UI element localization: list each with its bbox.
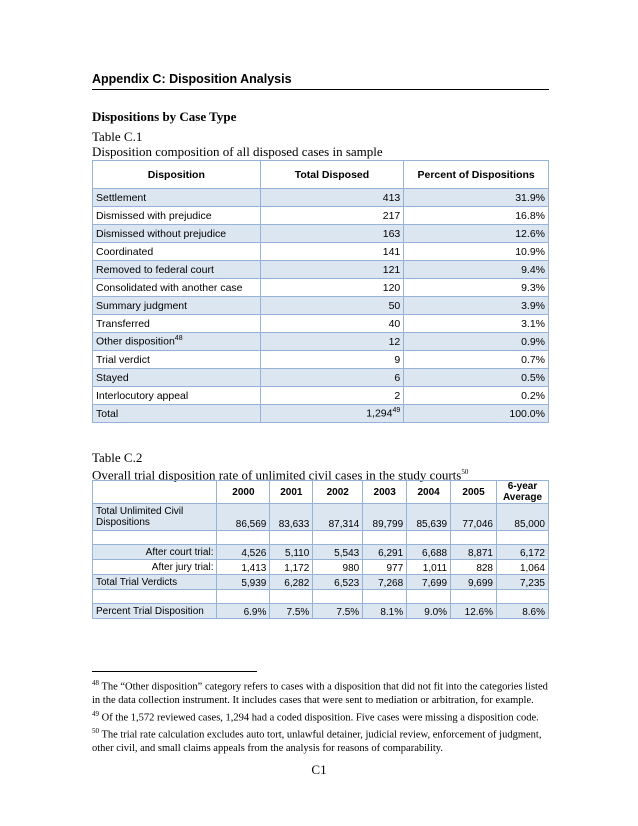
percent-cell: 0.7% bbox=[404, 351, 549, 369]
total-disposed-cell bbox=[260, 297, 404, 315]
value-cell: 977 bbox=[363, 560, 407, 575]
disposition-label: Dismissed with prejudice bbox=[96, 209, 212, 222]
value-cell: 86,569 bbox=[217, 504, 270, 531]
column-header: 2005 bbox=[451, 481, 497, 504]
percent-cell: 9.4% bbox=[404, 261, 549, 279]
value-cell: 7.5% bbox=[270, 604, 313, 619]
total-disposed-cell bbox=[260, 225, 404, 243]
percent-cell: 12.6% bbox=[404, 225, 549, 243]
value-cell: 85,000 bbox=[497, 504, 549, 531]
footnote bbox=[92, 725, 552, 756]
appendix-heading: Appendix C: Disposition Analysis bbox=[92, 72, 549, 90]
value-cell: 85,639 bbox=[407, 504, 451, 531]
value-cell: 1,064 bbox=[497, 560, 549, 575]
total-disposed-value: 1,294 bbox=[366, 407, 393, 420]
table1-label: Table C.1 bbox=[92, 129, 143, 144]
table2-label: Table C.2 bbox=[92, 450, 143, 465]
table-row bbox=[93, 225, 549, 243]
table-row bbox=[93, 405, 549, 423]
value-cell: 980 bbox=[313, 560, 363, 575]
disposition-label: Trial verdict bbox=[96, 353, 150, 366]
disposition-label: Removed to federal court bbox=[96, 263, 214, 276]
table-row bbox=[93, 387, 549, 405]
value-cell: 5,110 bbox=[270, 545, 313, 560]
disposition-cell bbox=[93, 369, 261, 387]
trial-disposition-rate-table bbox=[92, 480, 549, 619]
column-header: 2003 bbox=[363, 481, 407, 504]
total-disposed-value: 121 bbox=[382, 263, 401, 276]
disposition-cell bbox=[93, 333, 261, 351]
value-cell bbox=[451, 531, 497, 545]
total-disposed-value: 141 bbox=[382, 245, 401, 258]
value-cell bbox=[270, 531, 313, 545]
value-cell: 7,268 bbox=[363, 575, 407, 590]
disposition-composition-table bbox=[92, 160, 549, 423]
percent-cell: 16.8% bbox=[404, 207, 549, 225]
table-row bbox=[93, 243, 549, 261]
row-label: After court trial: bbox=[93, 545, 217, 560]
disposition-cell bbox=[93, 405, 261, 423]
total-disposed-cell bbox=[260, 243, 404, 261]
percent-cell: 0.5% bbox=[404, 369, 549, 387]
disposition-label: Coordinated bbox=[96, 245, 154, 258]
row-label bbox=[93, 590, 217, 604]
table2-caption-text: Overall trial disposition rate of unlimited civil cases in the study courts bbox=[92, 467, 462, 483]
footnote-ref: 48 bbox=[174, 335, 183, 343]
value-cell: 6,523 bbox=[313, 575, 363, 590]
value-cell: 7,235 bbox=[497, 575, 549, 590]
value-cell: 828 bbox=[451, 560, 497, 575]
value-cell: 6,688 bbox=[407, 545, 451, 560]
column-header: Percent of Dispositions bbox=[404, 161, 549, 189]
disposition-label: Other disposition bbox=[96, 335, 175, 348]
value-cell: 5,543 bbox=[313, 545, 363, 560]
row-label: Total Unlimited Civil Dispositions bbox=[93, 504, 217, 531]
total-disposed-value: 120 bbox=[382, 281, 401, 294]
value-cell: 1,172 bbox=[270, 560, 313, 575]
total-disposed-cell bbox=[260, 189, 404, 207]
table-row bbox=[93, 575, 549, 590]
total-disposed-value: 217 bbox=[382, 209, 401, 222]
total-disposed-cell bbox=[260, 261, 404, 279]
total-disposed-cell bbox=[260, 333, 404, 351]
value-cell bbox=[451, 590, 497, 604]
footnote bbox=[92, 677, 552, 708]
value-cell bbox=[313, 531, 363, 545]
footnote-ref: 49 bbox=[392, 407, 401, 415]
percent-cell: 3.9% bbox=[404, 297, 549, 315]
column-header: 2000 bbox=[217, 481, 270, 504]
footnote-number: 50 bbox=[92, 726, 99, 735]
row-label bbox=[93, 531, 217, 545]
footnote-number: 48 bbox=[92, 679, 99, 687]
disposition-label: Stayed bbox=[96, 371, 129, 384]
total-disposed-value: 40 bbox=[388, 317, 401, 330]
total-disposed-cell bbox=[260, 351, 404, 369]
value-cell: 12.6% bbox=[451, 604, 497, 619]
column-header bbox=[93, 481, 217, 504]
total-disposed-value: 12 bbox=[388, 335, 401, 348]
disposition-cell bbox=[93, 189, 261, 207]
table-row bbox=[93, 315, 549, 333]
disposition-cell bbox=[93, 297, 261, 315]
value-cell: 8.1% bbox=[363, 604, 407, 619]
value-cell: 1,011 bbox=[407, 560, 451, 575]
percent-cell: 0.9% bbox=[404, 333, 549, 351]
percent-cell: 9.3% bbox=[404, 279, 549, 297]
value-cell: 1,413 bbox=[217, 560, 270, 575]
section-heading: Dispositions by Case Type bbox=[92, 109, 237, 124]
disposition-label: Interlocutory appeal bbox=[96, 389, 189, 402]
table-row bbox=[93, 604, 549, 619]
page-number: C1 bbox=[311, 762, 327, 777]
footnote bbox=[92, 708, 552, 725]
disposition-cell bbox=[93, 261, 261, 279]
column-header: 2001 bbox=[270, 481, 313, 504]
total-disposed-cell bbox=[260, 369, 404, 387]
value-cell: 9.0% bbox=[407, 604, 451, 619]
table-row bbox=[93, 590, 549, 604]
percent-cell: 10.9% bbox=[404, 243, 549, 261]
row-label: Percent Trial Disposition bbox=[93, 604, 217, 619]
footnote-divider bbox=[92, 671, 257, 672]
table-row bbox=[93, 560, 549, 575]
table-row bbox=[93, 207, 549, 225]
table-row bbox=[93, 351, 549, 369]
value-cell: 5,939 bbox=[217, 575, 270, 590]
value-cell bbox=[497, 590, 549, 604]
disposition-cell bbox=[93, 279, 261, 297]
value-cell bbox=[407, 590, 451, 604]
footnote-text: The trial rate calculation excludes auto tort, unlawful detainer, judicial review, enforcement of judgment, other civil, and small claims appeals from the analysis for reasons of comparability. bbox=[92, 729, 542, 754]
disposition-label: Dismissed without prejudice bbox=[96, 227, 227, 240]
table-row bbox=[93, 333, 549, 351]
percent-cell: 31.9% bbox=[404, 189, 549, 207]
value-cell bbox=[497, 531, 549, 545]
value-cell: 6,291 bbox=[363, 545, 407, 560]
value-cell: 8,871 bbox=[451, 545, 497, 560]
table-row bbox=[93, 545, 549, 560]
footnotes bbox=[92, 677, 552, 755]
value-cell bbox=[217, 531, 270, 545]
value-cell: 6,172 bbox=[497, 545, 549, 560]
total-disposed-cell bbox=[260, 315, 404, 333]
value-cell: 87,314 bbox=[313, 504, 363, 531]
disposition-label: Consolidated with another case bbox=[96, 281, 243, 294]
percent-cell: 3.1% bbox=[404, 315, 549, 333]
value-cell bbox=[270, 590, 313, 604]
percent-cell: 0.2% bbox=[404, 387, 549, 405]
value-cell: 9,699 bbox=[451, 575, 497, 590]
disposition-cell bbox=[93, 387, 261, 405]
value-cell: 6.9% bbox=[217, 604, 270, 619]
disposition-cell bbox=[93, 243, 261, 261]
disposition-label: Total bbox=[96, 407, 119, 420]
total-disposed-value: 163 bbox=[382, 227, 401, 240]
footnote-text: Of the 1,572 reviewed cases, 1,294 had a coded disposition. Five cases were missing a disposition code. bbox=[101, 712, 539, 723]
total-disposed-value: 2 bbox=[394, 389, 401, 402]
disposition-cell bbox=[93, 207, 261, 225]
column-header: 6-year Average bbox=[497, 481, 549, 504]
row-label: After jury trial: bbox=[93, 560, 217, 575]
table-row bbox=[93, 369, 549, 387]
total-disposed-value: 50 bbox=[388, 299, 401, 312]
value-cell: 77,046 bbox=[451, 504, 497, 531]
value-cell: 7,699 bbox=[407, 575, 451, 590]
value-cell bbox=[313, 590, 363, 604]
table-row bbox=[93, 279, 549, 297]
disposition-cell bbox=[93, 225, 261, 243]
total-disposed-cell bbox=[260, 387, 404, 405]
disposition-label: Summary judgment bbox=[96, 299, 188, 312]
total-disposed-cell bbox=[260, 207, 404, 225]
value-cell: 8.6% bbox=[497, 604, 549, 619]
disposition-label: Settlement bbox=[96, 191, 147, 204]
footnote-ref: 50 bbox=[461, 468, 469, 476]
total-disposed-value: 9 bbox=[394, 353, 401, 366]
footnote-number: 49 bbox=[92, 709, 99, 718]
row-label: Total Trial Verdicts bbox=[93, 575, 217, 590]
table-row bbox=[93, 504, 549, 531]
footnote-text: The “Other disposition” category refers to cases with a disposition that did not fit into the categories listed in the data collection instrument. It includes cases that were sent to mediation or arbitration, for example. bbox=[92, 681, 548, 706]
table-row bbox=[93, 189, 549, 207]
column-header: 2004 bbox=[407, 481, 451, 504]
value-cell: 89,799 bbox=[363, 504, 407, 531]
disposition-label: Transferred bbox=[96, 317, 150, 330]
total-disposed-value: 6 bbox=[394, 371, 401, 384]
percent-cell: 100.0% bbox=[404, 405, 549, 423]
column-header: Disposition bbox=[93, 161, 261, 189]
table-row bbox=[93, 531, 549, 545]
disposition-cell bbox=[93, 351, 261, 369]
total-disposed-cell bbox=[260, 279, 404, 297]
disposition-cell bbox=[93, 315, 261, 333]
value-cell bbox=[217, 590, 270, 604]
value-cell: 83,633 bbox=[270, 504, 313, 531]
value-cell: 7.5% bbox=[313, 604, 363, 619]
table1-caption: Disposition composition of all disposed cases in sample bbox=[92, 144, 383, 159]
total-disposed-value: 413 bbox=[382, 191, 401, 204]
value-cell: 6,282 bbox=[270, 575, 313, 590]
total-disposed-cell bbox=[260, 405, 404, 423]
column-header: 2002 bbox=[313, 481, 363, 504]
column-header: Total Disposed bbox=[260, 161, 404, 189]
value-cell: 4,526 bbox=[217, 545, 270, 560]
value-cell bbox=[363, 531, 407, 545]
value-cell bbox=[407, 531, 451, 545]
value-cell bbox=[363, 590, 407, 604]
table-row bbox=[93, 261, 549, 279]
table-row bbox=[93, 297, 549, 315]
